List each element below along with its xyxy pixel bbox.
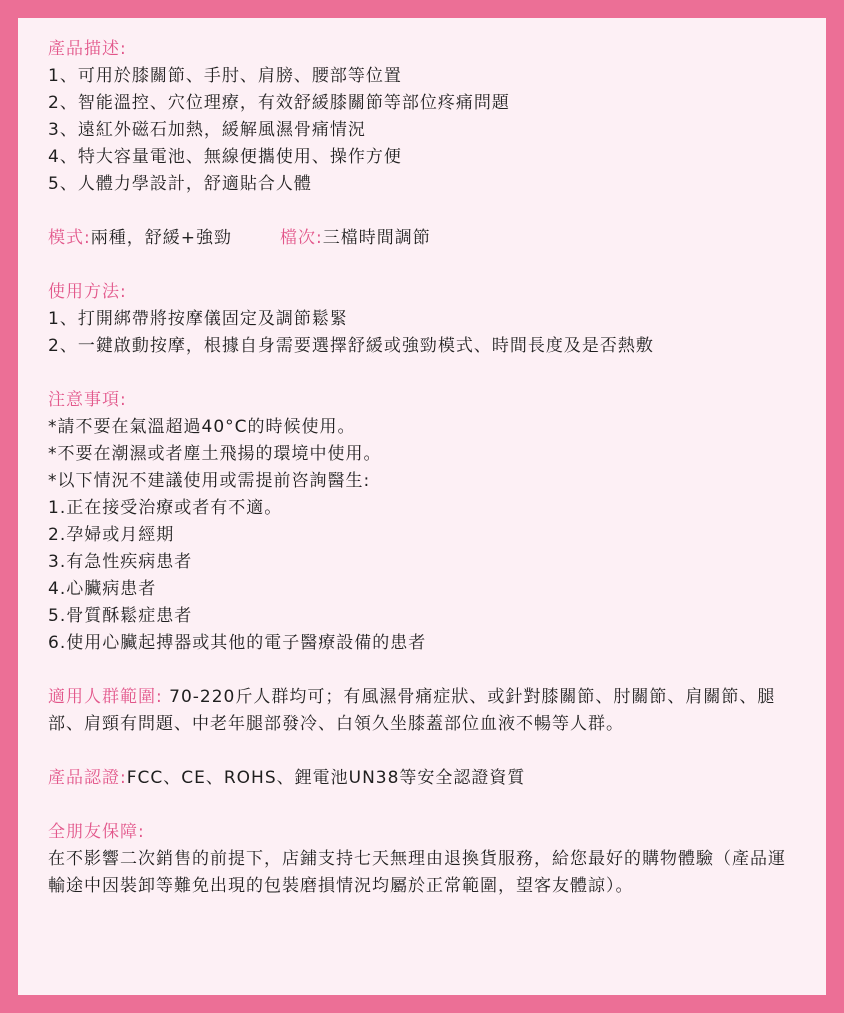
guarantee-section	[48, 819, 796, 900]
level-label: 檔次:	[279, 228, 323, 248]
notes-item: 6.使用心臟起搏器或其他的電子醫療設備的患者	[48, 633, 427, 653]
notes-item: *以下情況不建議使用或需提前咨詢醫生:	[48, 471, 371, 491]
audience-label: 適用人群範圍:	[48, 687, 163, 707]
notes-item: 4.心臟病患者	[48, 579, 157, 599]
notes-item: 1.正在接受治療或者有不適。	[48, 498, 283, 518]
notes-section	[48, 387, 796, 657]
audience-text: 70-220斤人群均可；有風濕骨痛症狀、或針對膝關節、肘關節、肩關節、腿部、肩頸有問題、中老年腿部發冷、白領久坐膝蓋部位血液不暢等人群。	[48, 687, 776, 734]
audience-section	[48, 684, 796, 738]
certification-label: 產品認證:	[48, 768, 127, 788]
description-item: 5、人體力學設計，舒適貼合人體	[48, 174, 312, 194]
certification-text: FCC、CE、ROHS、鋰電池UN38等安全認證資質	[126, 768, 526, 788]
mode-value: 兩種，舒緩+強勁	[90, 228, 232, 248]
modes-section	[48, 225, 796, 252]
guarantee-text: 在不影響二次銷售的前提下，店鋪支持七天無理由退換貨服務，給您最好的購物體驗（產品運輸途中因裝卸等難免出現的包裝磨損情況均屬於正常範圍，望客友體諒）。	[48, 849, 786, 896]
notes-item: 5.骨質酥鬆症患者	[48, 606, 193, 626]
usage-label: 使用方法:	[48, 282, 127, 302]
notes-item: 3.有急性疾病患者	[48, 552, 193, 572]
product-info-panel	[18, 18, 826, 995]
usage-item: 1、打開綁帶將按摩儀固定及調節鬆緊	[48, 309, 348, 329]
description-label: 產品描述:	[48, 39, 127, 59]
description-section	[48, 36, 796, 198]
description-item: 2、智能溫控、穴位理療，有效舒緩膝關節等部位疼痛問題	[48, 93, 510, 113]
description-item: 1、可用於膝關節、手肘、肩膀、腰部等位置	[48, 66, 402, 86]
notes-item: *請不要在氣溫超過40°C的時候使用。	[48, 417, 356, 437]
usage-item: 2、一鍵啟動按摩，根據自身需要選擇舒緩或強勁模式、時間長度及是否熱敷	[48, 336, 654, 356]
notes-label: 注意事項:	[48, 390, 127, 410]
notes-item: 2.孕婦或月經期	[48, 525, 175, 545]
guarantee-label: 全朋友保障:	[48, 822, 145, 842]
usage-section	[48, 279, 796, 360]
mode-label: 模式:	[48, 228, 91, 248]
description-item: 4、特大容量電池、無線便攜使用、操作方便	[48, 147, 402, 167]
certification-section	[48, 765, 796, 792]
level-value: 三檔時間調節	[322, 228, 431, 248]
description-item: 3、遠紅外磁石加熱，緩解風濕骨痛情況	[48, 120, 366, 140]
notes-item: *不要在潮濕或者塵土飛揚的環境中使用。	[48, 444, 382, 464]
